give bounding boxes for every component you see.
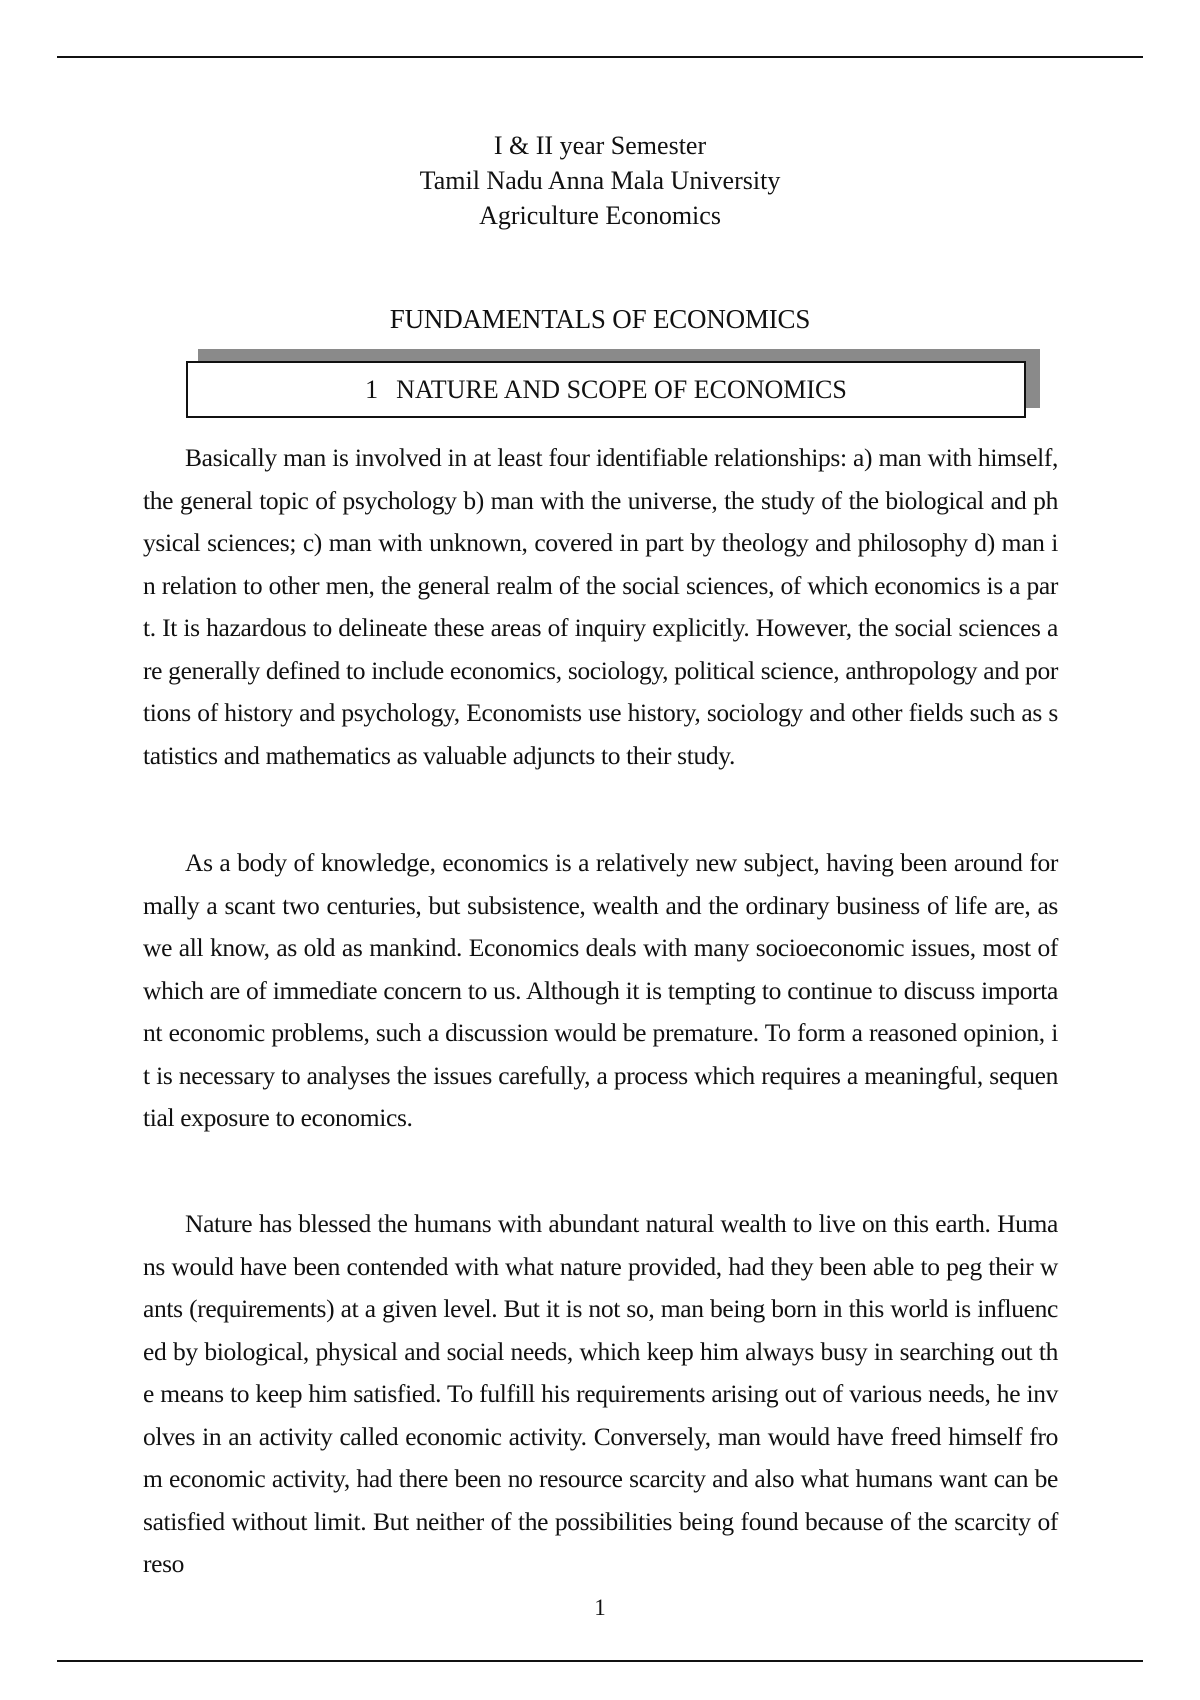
header-university: Tamil Nadu Anna Mala University (419, 166, 781, 195)
paragraph-text: As a body of knowledge, economics is a relatively new subject, having been around formally a scant two centuries, but subsistence, wealth and the ordinary business of life are, as we all know, as old as mankind. Economics deals with many socioeconomic issues, most of which are of immediate concern to us. Although it is tempting to continue to discuss important economic problems, such a discussion would be premature. To form a reasoned opinion, it is necessary to analyses the issues carefully, a process which requires a meaningful, sequential exposure to economics. (143, 848, 1058, 1132)
body-paragraph (143, 437, 1058, 777)
document-title: FUNDAMENTALS OF ECONOMICS (389, 304, 811, 334)
header-semester: I & II year Semester (493, 131, 707, 160)
chapter-number: 1 (365, 375, 379, 404)
body-paragraph (143, 1203, 1058, 1586)
header-subject: Agriculture Economics (479, 201, 721, 230)
body-paragraph (143, 842, 1058, 1140)
page-number: 1 (594, 1595, 606, 1620)
paragraph-text: Basically man is involved in at least four identifiable relationships: a) man with himself, the general topic of psychology b) man with the universe, the study of the biological and physical sciences; c) man with unknown, covered in part by theology and philosophy d) man in relation to other men, the general realm of the social sciences, of which economics is a part. It is hazardous to delineate these areas of inquiry explicitly. However, the social sciences are generally defined to include economics, sociology, political science, anthropology and portions of history and psychology, Economists use history, sociology and other fields such as statistics and mathematics as valuable adjuncts to their study. (143, 443, 1058, 770)
bottom-rule (57, 1660, 1143, 1662)
top-rule (57, 56, 1143, 58)
chapter-heading-box (186, 361, 1026, 418)
document-header (0, 128, 1200, 233)
paragraph-text: Nature has blessed the humans with abundant natural wealth to live on this earth. Humans would have been contended with what nature provided, had they been able to peg their wants (requirements) at a given level. But it is not so, man being born in this world is influenced by biological, physical and social needs, which keep him always busy in searching out the means to keep him satisfied. To fulfill his requirements arising out of various needs, he involves in an activity called economic activity. Conversely, man would have freed himself from economic activity, had there been no resource scarcity and also what humans want can be satisfied without limit. But neither of the possibilities being found because of the scarcity of reso (143, 1209, 1058, 1578)
chapter-title: NATURE AND SCOPE OF ECONOMICS (396, 375, 847, 404)
